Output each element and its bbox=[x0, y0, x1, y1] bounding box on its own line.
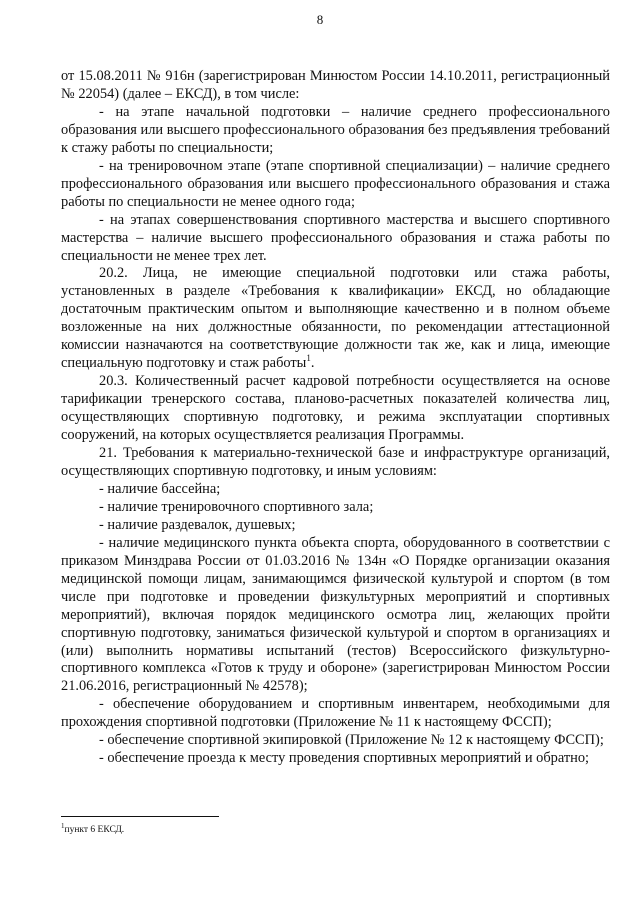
paragraph bbox=[61, 481, 610, 499]
paragraph-text: - обеспечение оборудованием и спортивным инвентарем, необходимыми для прохождения спортивной подготовки (Приложение № 11 к настоящему ФССП); bbox=[61, 696, 610, 731]
footnote bbox=[61, 821, 125, 835]
paragraph bbox=[61, 750, 610, 768]
paragraph bbox=[61, 265, 610, 373]
paragraph-text: 21. Требования к материально-технической базе и инфраструктуре организаций, осуществляющих спортивную подготовку, и иным условиям: bbox=[61, 445, 610, 479]
paragraph bbox=[61, 104, 610, 158]
paragraph-text: - наличие тренировочного спортивного зала; bbox=[99, 498, 374, 515]
paragraph-text: - обеспечение проезда к месту проведения спортивных мероприятий и обратно; bbox=[99, 750, 590, 767]
paragraph-text: - на этапах совершенствования спортивного мастерства и высшего спортивного мастерства – наличие высшего профессионального образования и стажа работы по специальности не менее трех лет. bbox=[61, 211, 610, 264]
paragraph bbox=[61, 499, 610, 517]
footnote-separator bbox=[61, 816, 219, 817]
body-text bbox=[61, 68, 610, 768]
page-number: 8 bbox=[316, 12, 324, 27]
paragraph bbox=[61, 696, 610, 732]
paragraph bbox=[61, 212, 610, 266]
paragraph-text: от 15.08.2011 № 916н (зарегистрирован Минюстом России 14.10.2011, регистрационный № 22054) (далее – ЕКСД), в том числе: bbox=[61, 68, 610, 102]
paragraph-text: - обеспечение спортивной экипировкой (Приложение № 12 к настоящему ФССП); bbox=[99, 732, 604, 749]
paragraph-text: - наличие медицинского пункта объекта спорта, оборудованного в соответствии с приказом Минздрава России от 01.03.2016 № 134н «О Порядке организации оказания медицинской помощи лицам, занимающимся физической культурой и спортом (в том числе при подготовке и проведении физкультурных мероприятий и спортивных мероприятий), включая порядок медицинского осмотра лиц, желающих пройти спортивную подготовку, заниматься физической культурой и спортом в организациях и (или) выполнить нормативы испытаний (тестов) Всероссийского физкультурно-спортивного комплекса «Готов к труду и обороне» (зарегистрирован Минюстом России 21.06.2016, регистрационный № 42578); bbox=[61, 534, 610, 695]
footnote-text: пункт 6 ЕКСД. bbox=[64, 825, 125, 835]
paragraph bbox=[61, 517, 610, 535]
footnote-reference: 1 bbox=[306, 353, 311, 364]
paragraph bbox=[61, 732, 610, 750]
paragraph-text: - на тренировочном этапе (этапе спортивной специализации) – наличие среднего профессионального образования или высшего профессионального образования и стажа работы по специальности не менее одного года; bbox=[61, 157, 610, 210]
paragraph bbox=[61, 445, 610, 481]
paragraph-text: 20.3. Количественный расчет кадровой потребности осуществляется на основе тарификации тренерского состава, планово-расчетных показателей количества лиц, осуществляющих спортивную подготовку, и режима эксплуатации спортивных сооружений, на которых осуществляется реализация Программы. bbox=[61, 373, 610, 444]
paragraph-text: - наличие раздевалок, душевых; bbox=[99, 516, 296, 533]
paragraph bbox=[61, 158, 610, 212]
paragraph-text: - на этапе начальной подготовки – наличие среднего профессионального образования или высшего профессионального образования без предъявления требований к стажу работы по специальности; bbox=[61, 103, 610, 156]
paragraph-tail: . bbox=[310, 355, 315, 372]
paragraph-text: 20.2. Лица, не имеющие специальной подготовки или стажа работы, установленных в разделе «Требования к квалификации» ЕКСД, но обладающие достаточным практическим опытом и выполняющие качественно и в полном объеме возложенные на них должностные обязанности, по рекомендации аттестационной комиссии назначаются на соответствующие должности так же, как и лица, имеющие специальную подготовку и стаж работы bbox=[61, 265, 610, 372]
paragraph-text: - наличие бассейна; bbox=[99, 480, 221, 497]
footnote-marker: 1 bbox=[61, 821, 65, 830]
paragraph bbox=[61, 373, 610, 445]
paragraph bbox=[61, 535, 610, 697]
paragraph bbox=[61, 68, 610, 104]
